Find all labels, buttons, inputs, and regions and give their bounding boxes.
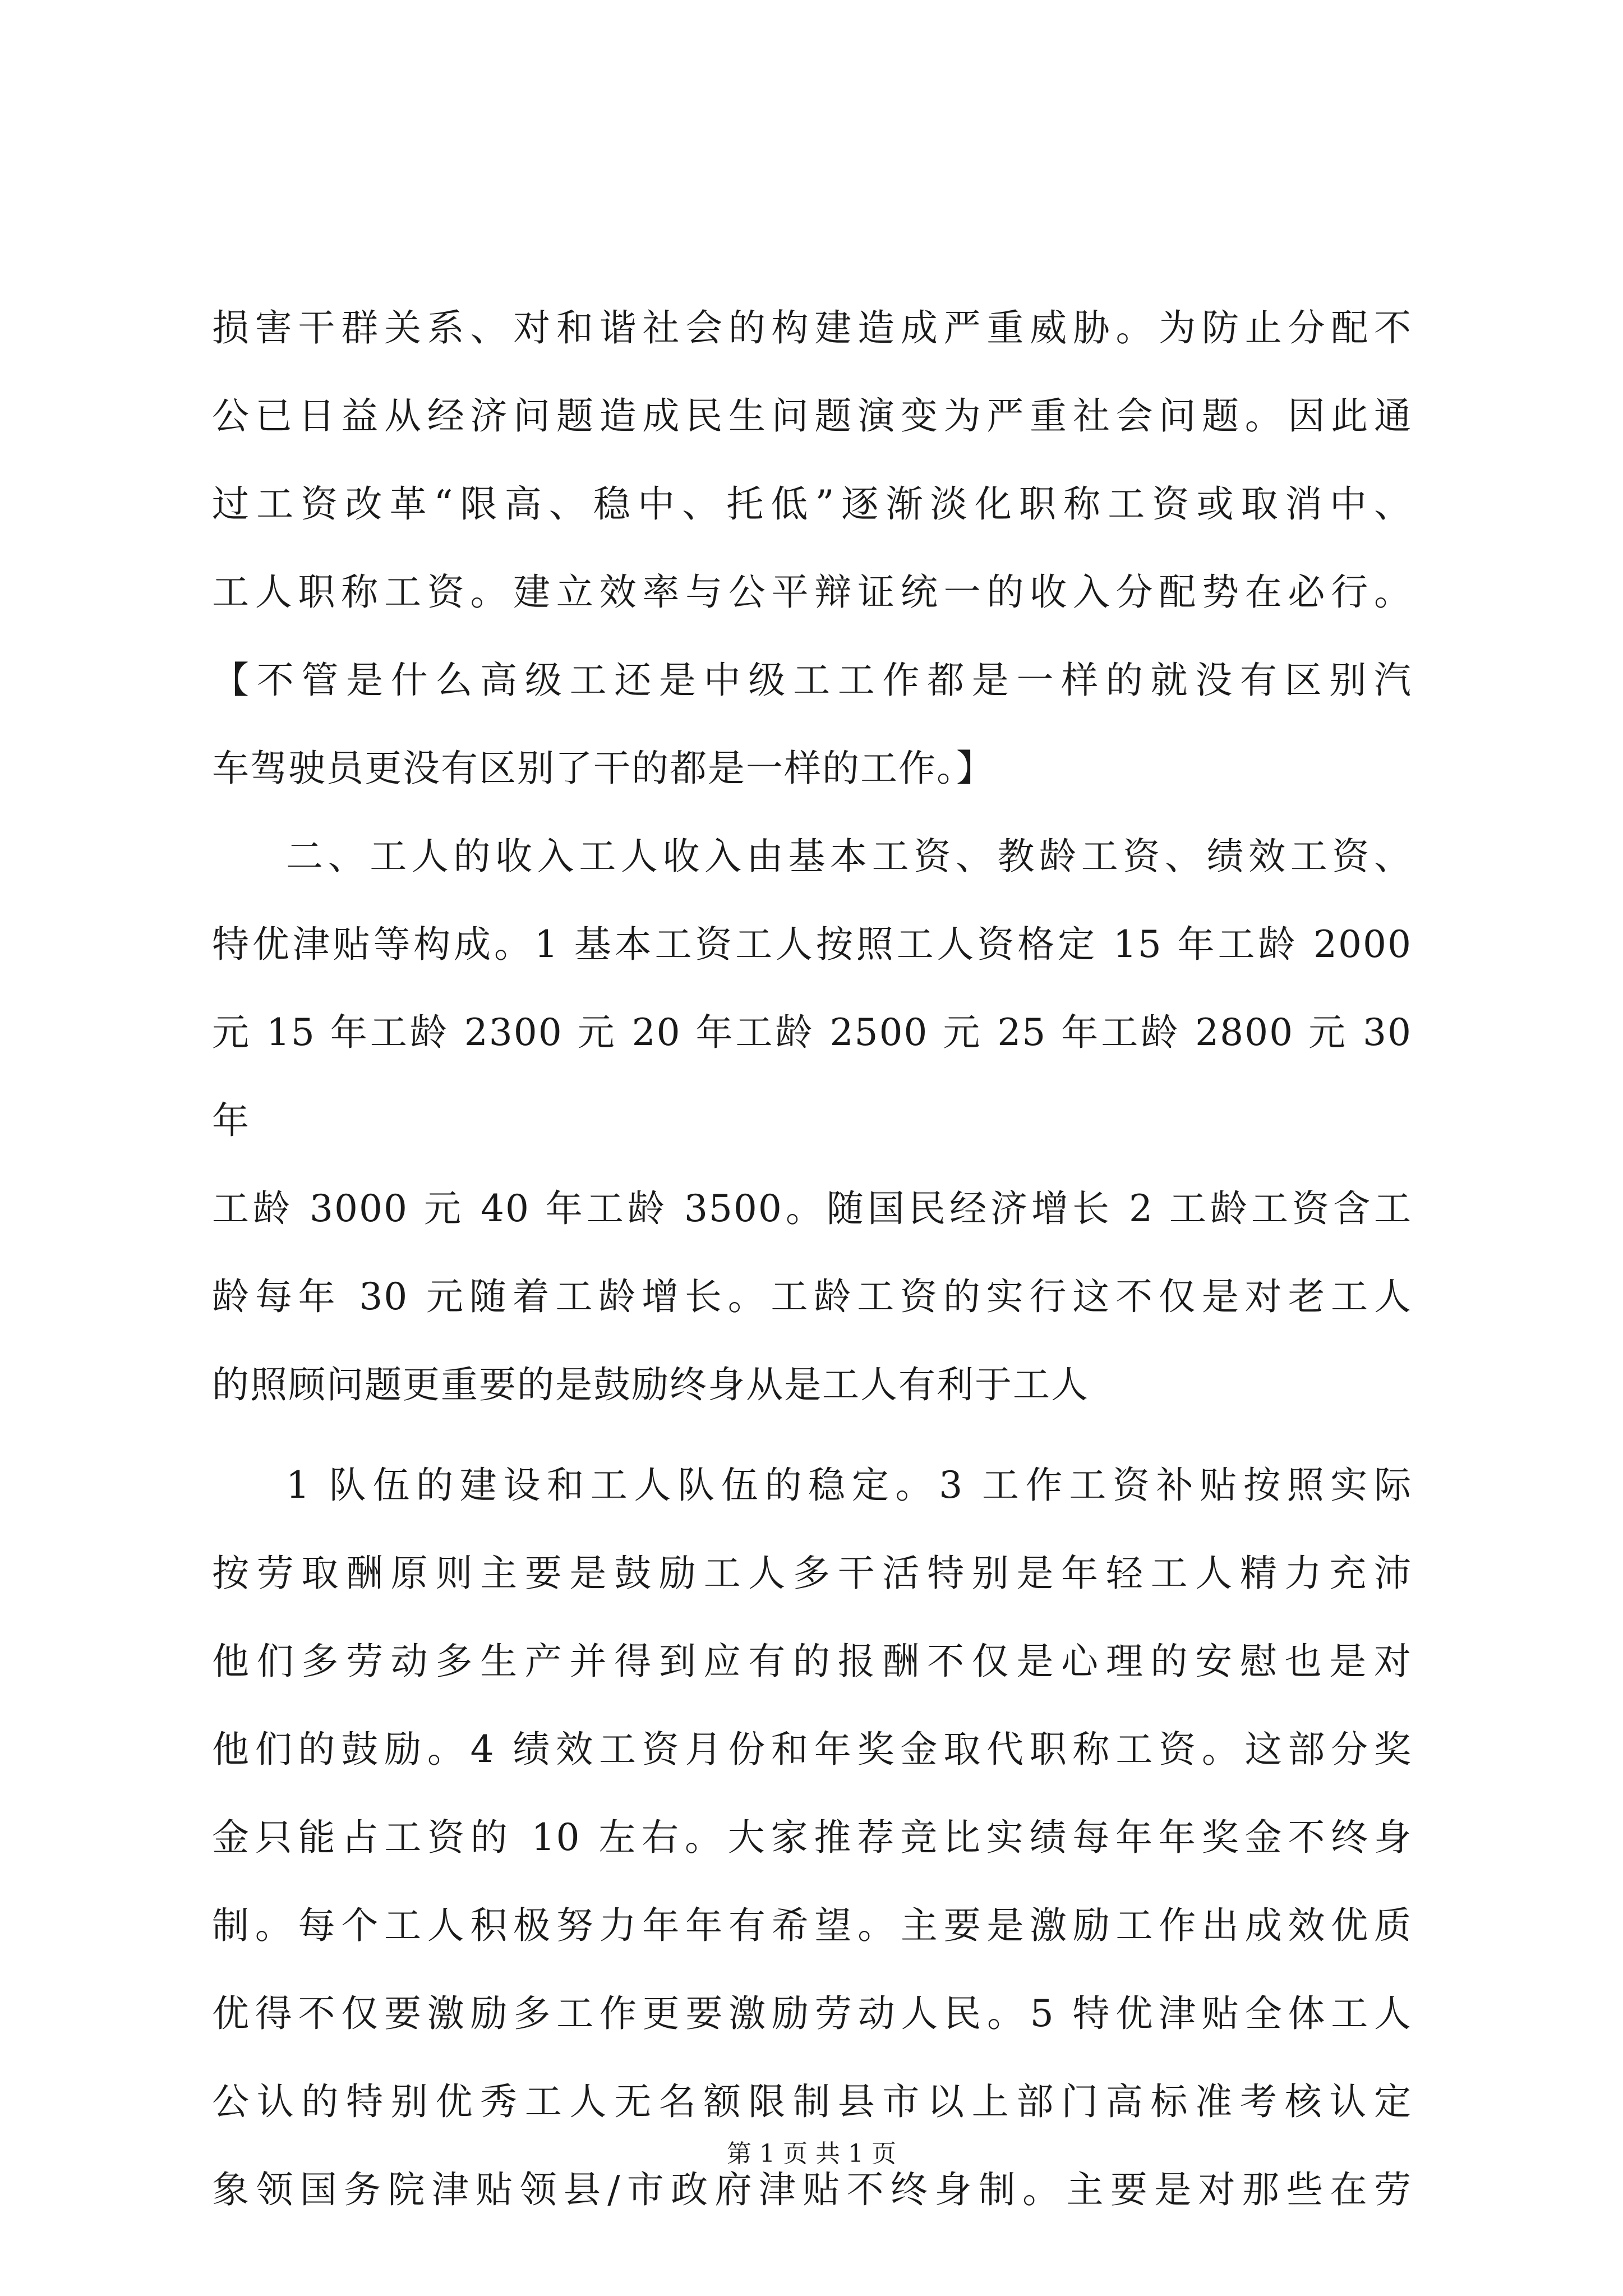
text-line: 损害干群关系、对和谐社会的构建造成严重威胁。为防止分配不 [212,306,1412,349]
paragraph-3 [212,1441,1412,2234]
text-line: 车驾驶员更没有区别了干的都是一样的工作。】 [212,747,994,790]
text-line: 制。每个工人积极努力年年有希望。主要是激励工作出成效优质 [212,1904,1412,1947]
text-line: 象领国务院津贴领县/市政府津贴不终身制。主要是对那些在劳 [212,2168,1412,2211]
text-line: 按劳取酬原则主要是鼓励工人多干活特别是年轻工人精力充沛 [212,1552,1412,1595]
text-line: 工人职称工资。建立效率与公平辩证统一的收入分配势在必行。 [212,570,1412,614]
text-line: 龄每年 30 元随着工龄增长。工龄工资的实行这不仅是对老工人 [212,1275,1412,1318]
text-line: 金只能占工资的 10 左右。大家推荐竞比实绩每年年奖金不终身 [212,1816,1412,1859]
text-line: 【不管是什么高级工还是中级工工作都是一样的就没有区别汽 [212,659,1412,702]
document-body [212,284,1412,2234]
text-line: 优得不仅要激励多工作更要激励劳动人民。5 特优津贴全体工人 [212,1992,1412,2035]
text-line: 公认的特别优秀工人无名额限制县市以上部门高标准考核认定 [212,2080,1412,2123]
text-line: 元 15 年工龄 2300 元 20 年工龄 2500 元 25 年工龄 2800 元 30 年 [212,1011,1412,1142]
page-footer: 第 1 页 共 1 页 [727,2139,896,2168]
text-line: 的照顾问题更重要的是鼓励终身从是工人有利于工人 [212,1363,1089,1406]
paragraph-1 [212,284,1412,812]
text-line: 工龄 3000 元 40 年工龄 3500。随国民经济增长 2 工龄工资含工 [212,1187,1412,1230]
text-line: 特优津贴等构成。1 基本工资工人按照工人资格定 15 年工龄 2000 [212,923,1412,966]
text-line: 他们多劳动多生产并得到应有的报酬不仅是心理的安慰也是对 [212,1640,1412,1683]
text-line: 公已日益从经济问题造成民生问题演变为严重社会问题。因此通 [212,394,1412,438]
text-line: 二、工人的收入工人收入由基本工资、教龄工资、绩效工资、 [286,835,1412,878]
paragraph-2 [212,812,1412,1429]
text-line: 过工资改革“限高、稳中、托低”逐渐淡化职称工资或取消中、 [212,482,1412,526]
text-line: 1 队伍的建设和工人队伍的稳定。3 工作工资补贴按照实际 [286,1464,1412,1507]
text-line: 他们的鼓励。4 绩效工资月份和年奖金取代职称工资。这部分奖 [212,1728,1412,1771]
